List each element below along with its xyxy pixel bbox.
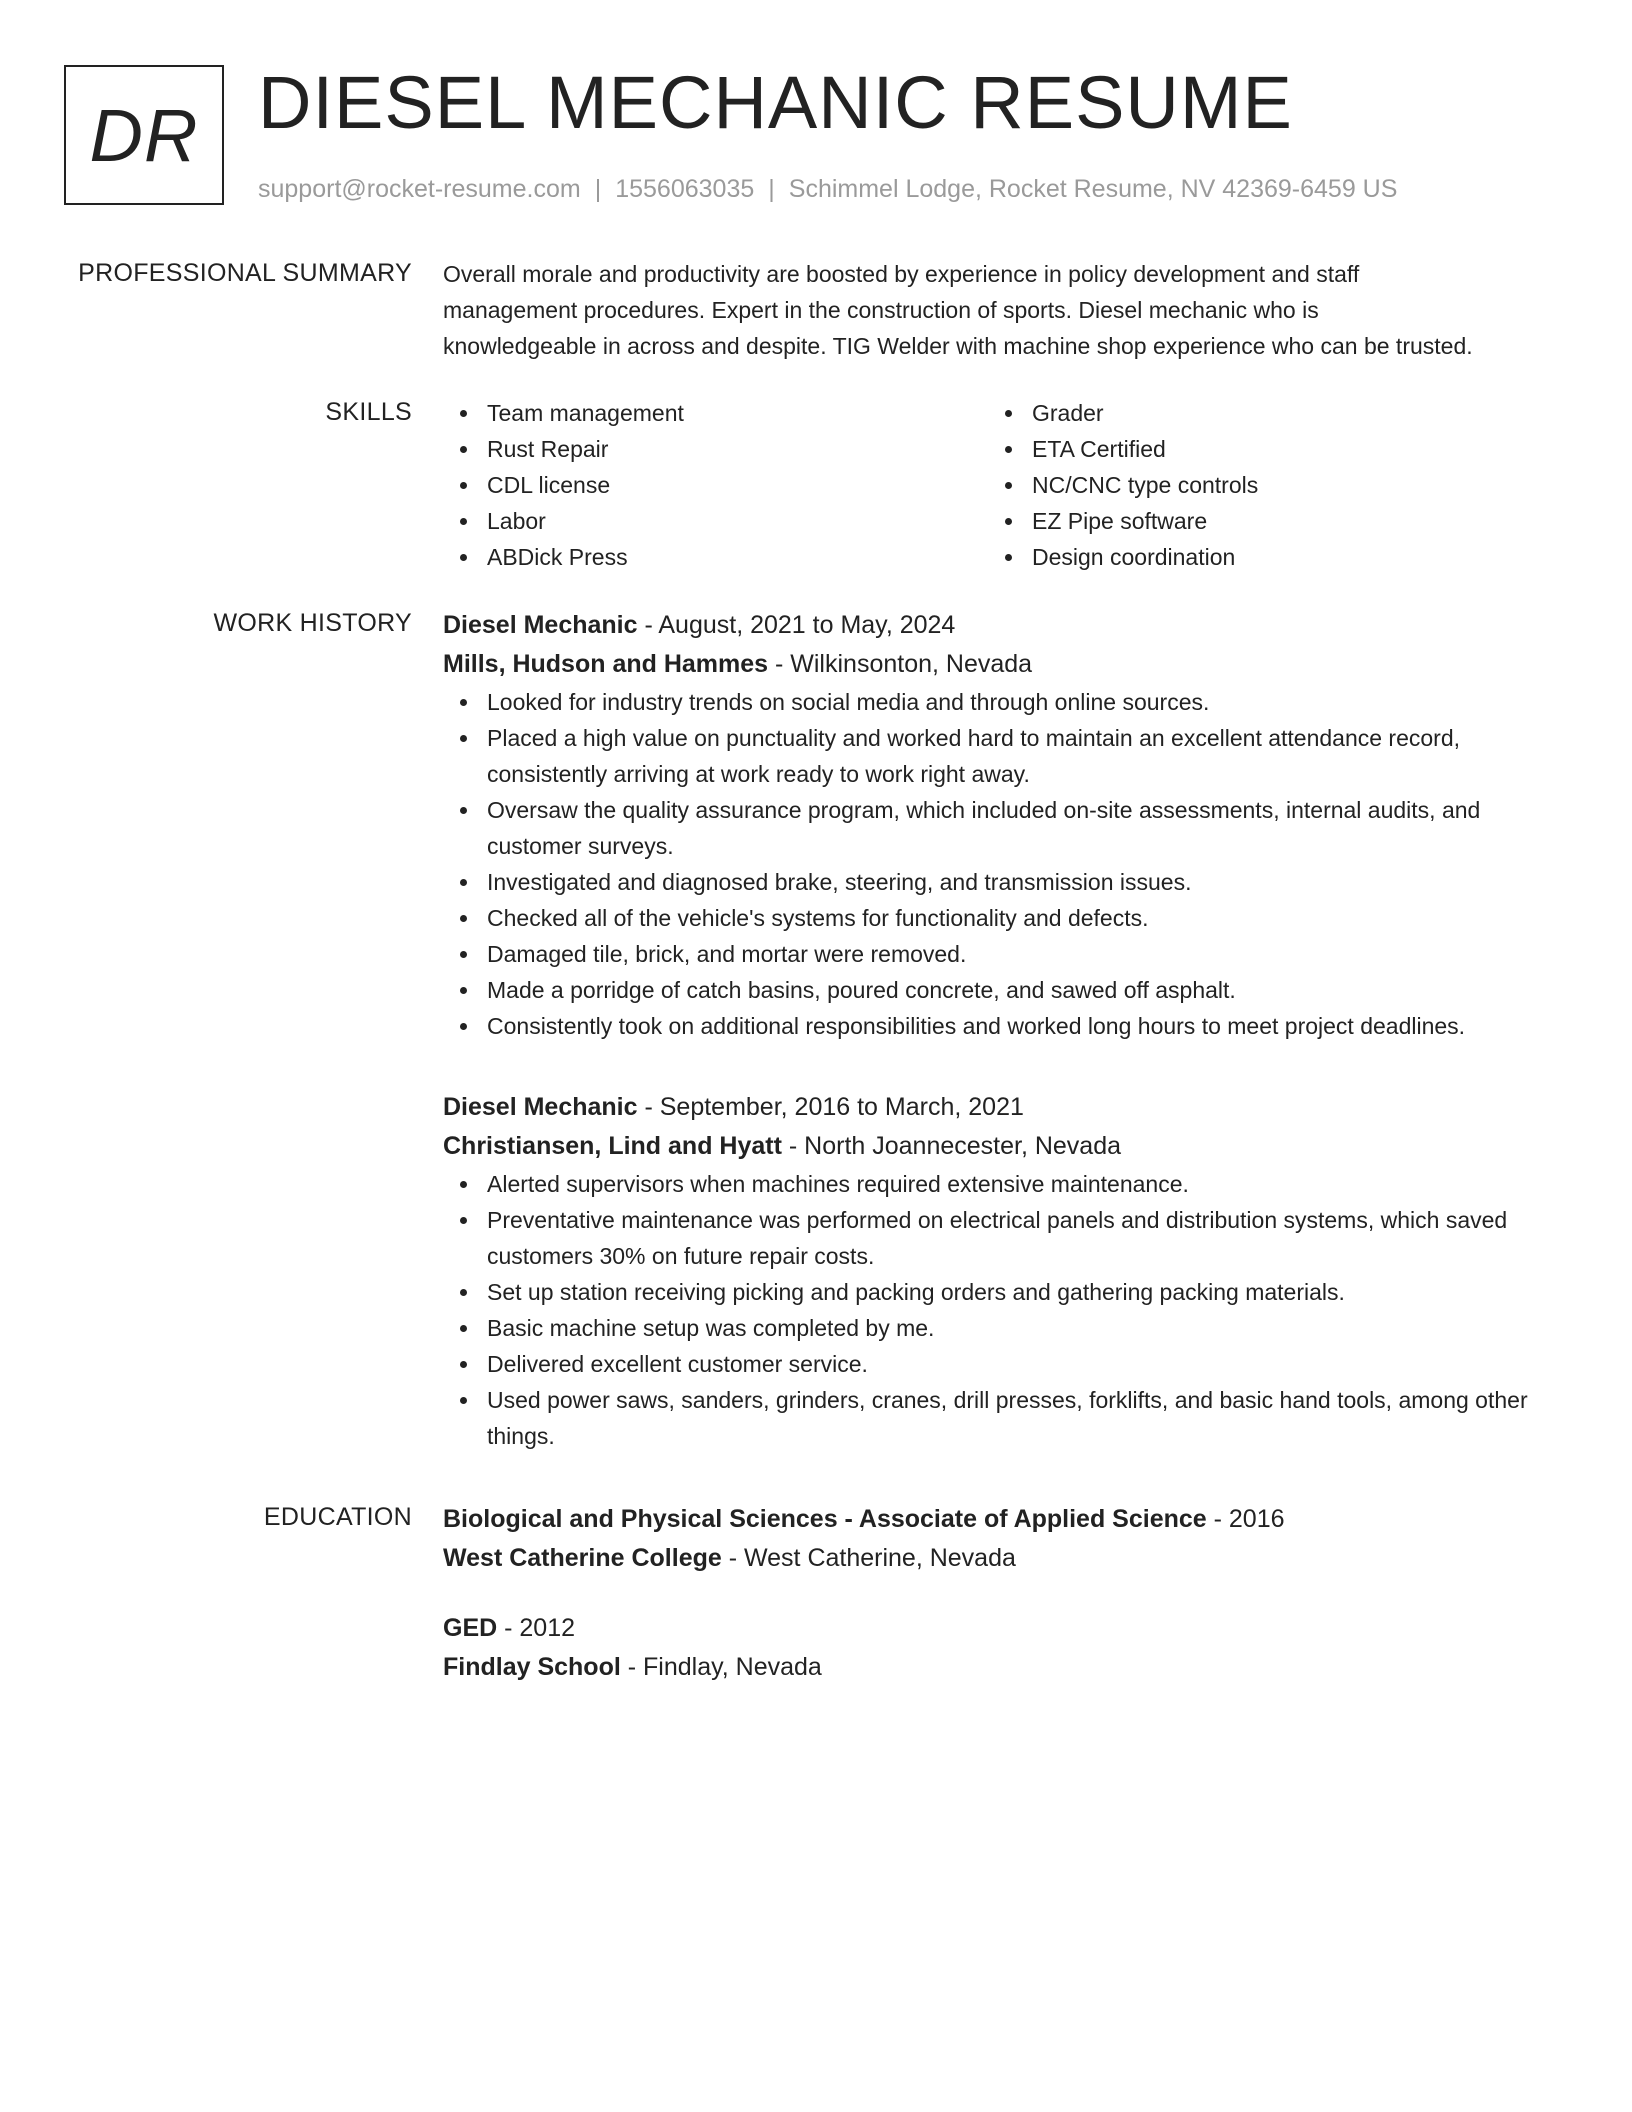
job-company: Christiansen, Lind and Hyatt [443,1132,782,1160]
skill-item: Team management [443,395,988,431]
section-label-work-history: WORK HISTORY [213,609,412,637]
job-title: Diesel Mechanic [443,611,638,639]
job-duty: Placed a high value on punctuality and worked hard to maintain an excellent attendance record, consistently arriving at work ready to work right away. [443,720,1563,792]
job-duties-list [443,1166,1563,1454]
skill-item: ABDick Press [443,539,988,575]
summary-text [443,256,1563,364]
job-dates: - August, 2021 to May, 2024 [637,611,956,639]
contact-phone[interactable]: 1556063035 [615,175,755,203]
education-degree-line [443,1500,1563,1539]
job-location: - Wilkinsonton, Nevada [768,650,1033,678]
job-entry [443,1088,1563,1454]
summary-line: knowledgeable in across and despite. TIG Welder with machine shop experience who can be trusted. [443,333,1473,359]
education-degree-line [443,1609,1563,1648]
skill-item: CDL license [443,467,988,503]
contact-address: Schimmel Lodge, Rocket Resume, NV 42369-6459 US [788,175,1398,203]
job-entry [443,606,1563,1044]
skill-item: ETA Certified [988,431,1533,467]
skill-item: EZ Pipe software [988,503,1533,539]
education-school-line [443,1648,1563,1687]
skill-item: Grader [988,395,1533,431]
job-duty: Alerted supervisors when machines required extensive maintenance. [443,1166,1563,1202]
job-duties-list [443,684,1563,1044]
job-duty: Oversaw the quality assurance program, which included on-site assessments, internal audits, and customer surveys. [443,792,1563,864]
skills-list-left [443,395,988,575]
job-duty: Basic machine setup was completed by me. [443,1310,1563,1346]
skill-item: Rust Repair [443,431,988,467]
education-degree: Biological and Physical Sciences - Associate of Applied Science [443,1505,1207,1533]
skills-list-right [988,395,1533,575]
education-entry [443,1609,1563,1687]
education-year: - 2016 [1206,1505,1285,1533]
skills-column-left [443,395,988,575]
contact-line [258,172,1397,206]
section-label-education: EDUCATION [263,1503,412,1531]
education-location: - West Catherine, Nevada [721,1544,1016,1572]
contact-email[interactable]: support@rocket-resume.com [258,175,581,203]
job-dates: - September, 2016 to March, 2021 [637,1093,1024,1121]
skills-column-right [988,395,1533,575]
job-duty: Made a porridge of catch basins, poured concrete, and sawed off asphalt. [443,972,1563,1008]
job-duty: Delivered excellent customer service. [443,1346,1563,1382]
education-school: Findlay School [443,1653,621,1681]
job-duty: Damaged tile, brick, and mortar were removed. [443,936,1563,972]
education-location: - Findlay, Nevada [620,1653,822,1681]
resume-title: DIESEL MECHANIC RESUME [258,61,1293,144]
job-duty: Set up station receiving picking and packing orders and gathering packing materials. [443,1274,1563,1310]
summary-line: Overall morale and productivity are boosted by experience in policy development and staff [443,261,1360,287]
skill-item: Design coordination [988,539,1533,575]
education-school-line [443,1539,1563,1578]
section-label-summary: PROFESSIONAL SUMMARY [78,259,412,287]
job-duty: Investigated and diagnosed brake, steering, and transmission issues. [443,864,1563,900]
job-location: - North Joannecester, Nevada [781,1132,1122,1160]
work-history-body [443,606,1563,1449]
job-title-line [443,1088,1563,1127]
section-label-skills: SKILLS [325,398,412,426]
monogram-initials: DR [89,93,199,177]
contact-separator: | [768,175,775,203]
job-company: Mills, Hudson and Hammes [443,650,769,678]
education-entry [443,1500,1563,1578]
job-title: Diesel Mechanic [443,1093,638,1121]
skill-item: NC/CNC type controls [988,467,1533,503]
summary-body [443,256,1563,364]
summary-line: management procedures. Expert in the construction of sports. Diesel mechanic who is [443,297,1319,323]
monogram-box [64,65,224,205]
job-duty: Used power saws, sanders, grinders, cranes, drill presses, forklifts, and basic hand tools, among other things. [443,1382,1563,1454]
job-company-line [443,1127,1563,1166]
education-degree: GED [443,1614,498,1642]
contact-separator: | [594,175,602,203]
education-school: West Catherine College [443,1544,722,1572]
job-duty: Preventative maintenance was performed on electrical panels and distribution systems, which saved customers 30% on future repair costs. [443,1202,1563,1274]
skill-item: Labor [443,503,988,539]
skills-body [443,395,1563,575]
job-duty: Checked all of the vehicle's systems for functionality and defects. [443,900,1563,936]
job-duty: Consistently took on additional responsibilities and worked long hours to meet project deadlines. [443,1008,1563,1044]
job-duty: Looked for industry trends on social media and through online sources. [443,684,1563,720]
job-title-line [443,606,1563,645]
job-company-line [443,645,1563,684]
education-year: - 2012 [497,1614,576,1642]
education-body [443,1500,1563,1681]
